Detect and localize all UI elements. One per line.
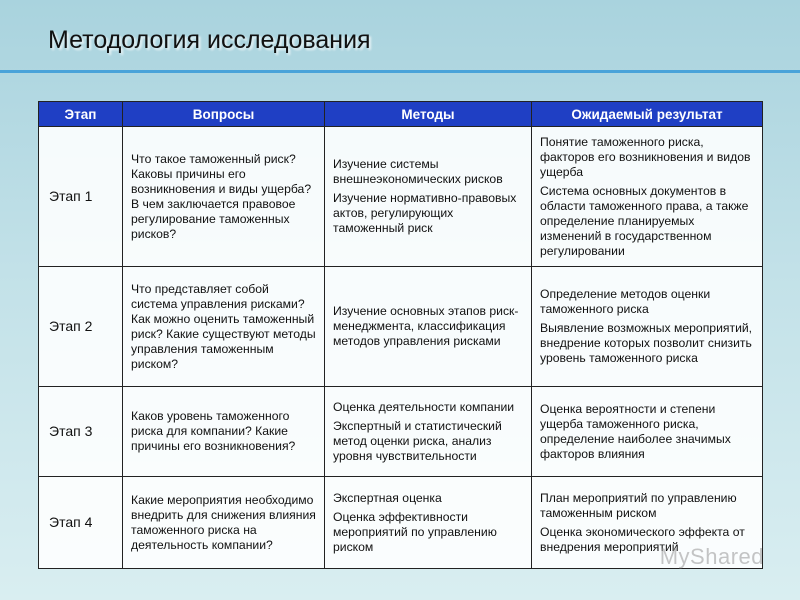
stage-cell: Этап 1	[39, 127, 123, 267]
table-row	[39, 127, 763, 267]
method-item: Оценка деятельности компании	[333, 399, 515, 414]
header-methods: Методы	[325, 102, 532, 127]
questions-text: Какие мероприятия необходимо внедрить для снижения влияния таможенного риска на деятельность компании?	[131, 492, 316, 552]
methods-cell	[325, 267, 532, 387]
stage-cell: Этап 3	[39, 387, 123, 477]
header-stage: Этап	[39, 102, 123, 127]
header-questions: Вопросы	[123, 102, 325, 127]
stage-cell: Этап 2	[39, 267, 123, 387]
methodology-table	[38, 101, 763, 569]
title-divider	[0, 70, 800, 73]
result-item: Оценка вероятности и степени ущерба таможенного риска, определение наиболее значимых факторов влияния	[540, 401, 731, 461]
method-item: Экспертный и статистический метод оценки риска, анализ уровня чувствительности	[333, 418, 502, 463]
table-row	[39, 477, 763, 569]
methods-cell	[325, 477, 532, 569]
result-item: Система основных документов в области таможенного права, а также определение планируемых изменений в государственном регулировании	[540, 183, 749, 258]
method-item: Оценка эффективности мероприятий по управлению риском	[333, 509, 497, 554]
watermark-logo: MyShared	[659, 544, 764, 569]
result-item: Выявление возможных мероприятий, внедрение которых позволит снизить уровень таможенного риска	[540, 321, 753, 365]
questions-text: Что такое таможенный риск? Каковы причины его возникновения и виды ущерба? В чем заключается правовое регулирование таможенных рисков?	[131, 151, 312, 241]
method-item: Изучение нормативно-правовых актов, регулирующих таможенный риск	[333, 191, 517, 235]
questions-cell	[123, 267, 325, 387]
result-item: Определение методов оценки таможенного риска	[540, 287, 711, 316]
results-cell	[532, 267, 763, 387]
method-item: Экспертная оценка	[333, 490, 442, 505]
result-item: Понятие таможенного риска, факторов его возникновения и видов ущерба	[540, 134, 751, 179]
page-title: Методология исследования	[48, 26, 371, 54]
table-row	[39, 267, 763, 387]
questions-cell	[123, 387, 325, 477]
table-row	[39, 387, 763, 477]
questions-text: Каков уровень таможенного риска для компании? Какие причины его возникновения?	[131, 409, 296, 453]
method-item: Изучение системы внешнеэкономических рисков	[333, 157, 503, 186]
questions-cell	[123, 127, 325, 267]
results-cell	[532, 387, 763, 477]
methods-cell	[325, 387, 532, 477]
method-item: Изучение основных этапов риск-менеджмента, классификация методов управления рисками	[333, 304, 519, 348]
questions-cell	[123, 477, 325, 569]
results-cell	[532, 127, 763, 267]
methods-cell	[325, 127, 532, 267]
result-item: План мероприятий по управлению таможенным риском	[540, 490, 737, 520]
header-results: Ожидаемый результат	[532, 102, 763, 127]
table-header-row	[39, 102, 763, 127]
stage-cell: Этап 4	[39, 477, 123, 569]
result-item: Оценка экономического эффекта от внедрения мероприятий	[540, 524, 745, 554]
questions-text: Что представляет собой система управления рисками? Как можно оценить таможенный риск? Какие существуют методы управления таможенным риском?	[131, 281, 316, 371]
